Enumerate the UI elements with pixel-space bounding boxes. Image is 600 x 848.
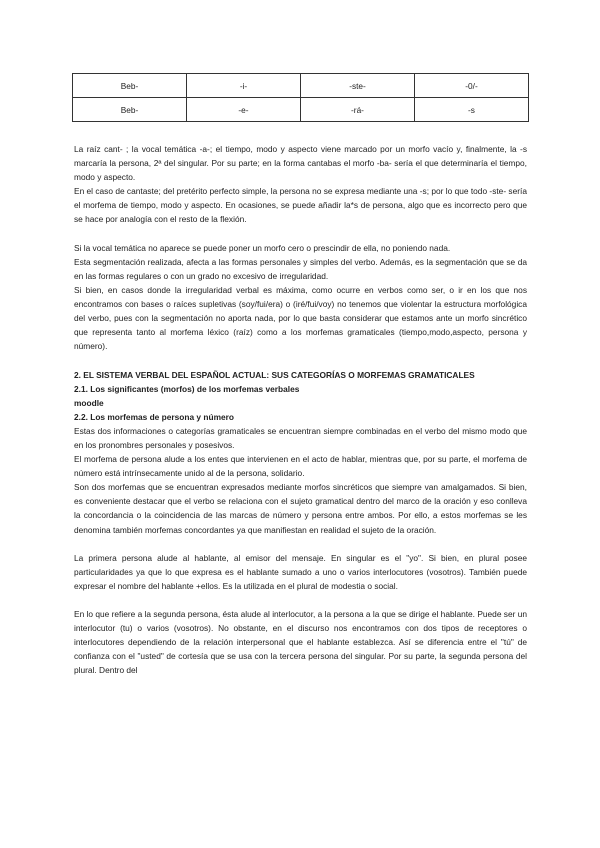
paragraph: En lo que refiere a la segunda persona, ésta alude al interlocutor, a la persona a la que se dirige el hablante. Puede ser un interlocutor (tu) o varios (vosotros). No obstante, en el discurso nos encontramos con dos tipos de receptores o interlocutores dependiendo de la relación interpersonal que el hablante establezca. Así se diferencia entre el "tú" de confianza con el "usted" de cortesía que se usa con la tercera persona del singular. Por su parte, la segunda persona del plural. Dentro del [74, 609, 527, 676]
table-cell: -e- [187, 98, 301, 122]
table-cell: Beb- [73, 98, 187, 122]
paragraph: Estas dos informaciones o categorías gramaticales se encuentran siempre combinadas en el verbo del mismo modo que en los pronombres personales y posesivos. [74, 425, 527, 450]
document-body [74, 142, 527, 678]
table-cell: -ste- [301, 74, 415, 98]
subsection-heading: 2.2. Los morfemas de persona y número [74, 411, 234, 422]
moodle-label: moodle [74, 397, 104, 408]
paragraph: La raíz cant- ; la vocal temática -a-; el tiempo, modo y aspecto viene marcado por un morfo vacío y, finalmente, la -s marcaría la persona, 2ª del singular. Por su parte; en la forma cantabas el morfo -ba- sería el que determinaría el tiempo, modo y aspecto. [74, 144, 527, 183]
paragraph: Son dos morfemas que se encuentran expresados mediante morfos sincréticos que siempre van amalgamados. Si bien, es conveniente destacar que el verbo se relaciona con el sujeto gramatical dentro del marco de la oración y eso conlleva la concordancia o la coincidencia de las marcas de número y persona entre ambos. Por ello, a estos morfemas se les denomina también morfemas concordantes ya que manifiestan en realidad el sujeto de la oración. [74, 482, 527, 535]
subsection-heading: 2.1. Los significantes (morfos) de los morfemas verbales [74, 383, 300, 394]
table-row [73, 74, 529, 98]
table-cell: -i- [187, 74, 301, 98]
paragraph: Esta segmentación realizada, afecta a las formas personales y simples del verbo. Además, es la segmentación que se da en las formas regulares o con un grado no excesivo de irregularidad. [74, 256, 527, 281]
table-cell: Beb- [73, 74, 187, 98]
paragraph: Si bien, en casos donde la irregularidad verbal es máxima, como ocurre en verbos como ser, o ir en los que nos encontramos con bases o raíces supletivas (soy/fui/era) o (iré/fui/voy) no tenemos que violentar la estructura morfológica del verbo, pues con la segmentación no aporta nada, por lo que basta considerar que estamos ante un morfo sincrético que representa tanto al morfema léxico (raíz) como a los morfemas gramaticales (tiempo,modo,aspecto, persona y número). [74, 284, 527, 352]
paragraph: La primera persona alude al hablante, al emisor del mensaje. En singular es el "yo". Si bien, en plural posee particularidades ya que lo que expresa es el hablante sumado a uno o varios interlocutores (vosotros). También puede expresar el nombre del hablante +ellos. Es la utilizada en el plural de modestia o social. [74, 552, 527, 591]
morpheme-table [72, 73, 529, 122]
paragraph: El morfema de persona alude a los entes que intervienen en el acto de hablar, mientras que, por su parte, el morfema de número está intrínsecamente unido al de la persona, solidario. [74, 454, 527, 479]
section-heading: 2. EL SISTEMA VERBAL DEL ESPAÑOL ACTUAL: SUS CATEGORÍAS O MORFEMAS GRAMATICALES [74, 369, 475, 380]
paragraph: En el caso de cantaste; del pretérito perfecto simple, la persona no se expresa mediante una -s; por lo que todo -ste- sería el morfema de tiempo, modo y aspecto. En ocasiones, se puede añadir la*s de persona, algo que es incorrecto pero que se hace por analogía con el resto de la flexión. [74, 186, 527, 225]
table-cell: -rá- [301, 98, 415, 122]
table-row [73, 98, 529, 122]
table-cell: -s [415, 98, 529, 122]
paragraph: Si la vocal temática no aparece se puede poner un morfo cero o prescindir de ella, no poniendo nada. [74, 242, 451, 253]
table-cell: -0/- [415, 74, 529, 98]
